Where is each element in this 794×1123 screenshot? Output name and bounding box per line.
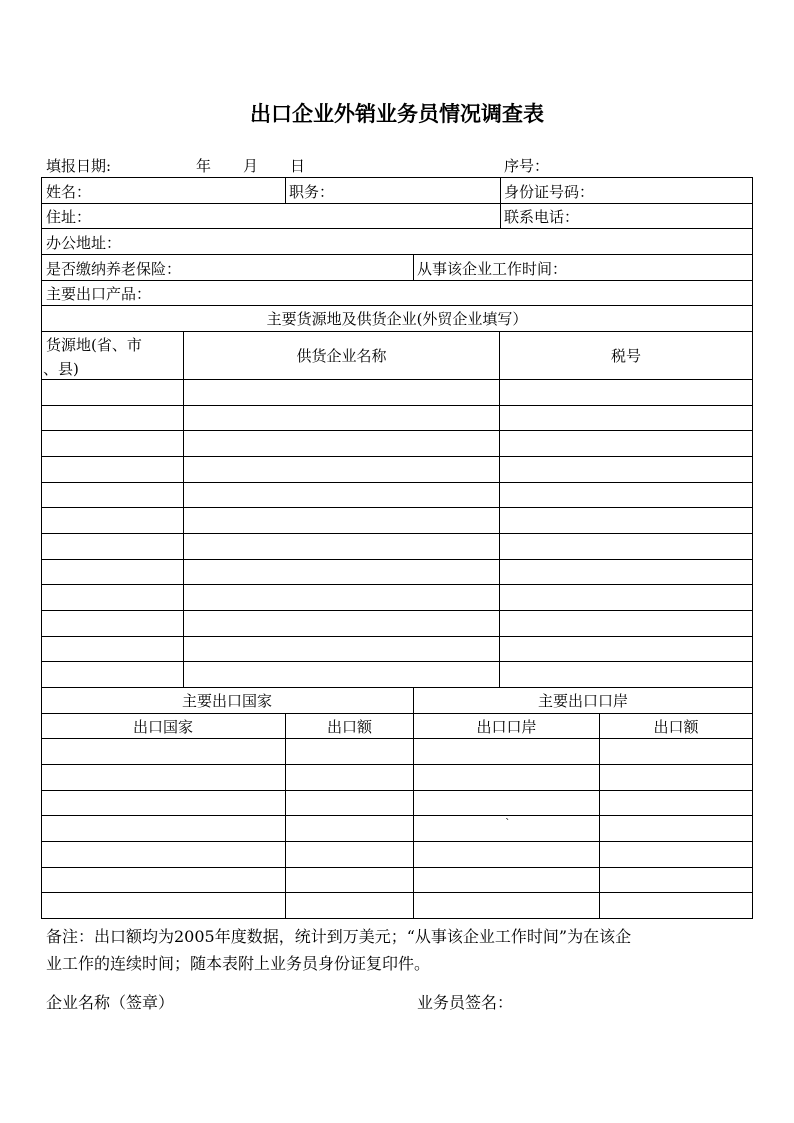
col-country-header: 出口国家 [132,718,193,736]
day-label: 日 [290,157,306,175]
position-label: 职务： [289,183,335,201]
col-port-header: 出口口岸 [476,718,537,736]
col-country-amount-header: 出口额 [326,718,372,736]
col-supplier-header: 供货企业名称 [296,347,387,365]
id-number-label: 身份证号码： [504,183,595,201]
stray-mark: ` [505,817,511,830]
col-origin-line1: 货源地(省、市 [46,336,142,354]
month-label: 月 [243,157,259,175]
notes-line2: 业工作的连续时间；随本表附上业务员身份证复印件。 [46,954,431,973]
ports-title: 主要出口口岸 [537,692,628,710]
year-label: 年 [196,157,212,175]
name-label: 姓名： [46,183,92,201]
pension-label: 是否缴纳养老保险： [46,260,182,278]
salesperson-signature-label: 业务员签名： [417,993,514,1012]
notes-line1: 备注：出口额均为2005年度数据，统计到万美元；“从事该企业工作时间”为在该企 [46,927,632,946]
col-port-amount-header: 出口额 [653,718,699,736]
office-address-label: 办公地址： [46,234,122,252]
phone-label: 联系电话： [504,208,580,226]
col-tax-header: 税号 [610,347,641,365]
col-origin-line2: 、县) [43,360,79,378]
countries-title: 主要出口国家 [181,692,272,710]
serial-label: 序号： [504,157,550,175]
work-time-label: 从事该企业工作时间： [417,260,568,278]
page-title: 出口企业外销业务员情况调查表 [250,101,544,126]
address-label: 住址： [46,208,92,226]
company-signature-label: 企业名称（签章） [46,993,175,1012]
date-label: 填报日期: [46,157,112,175]
main-products-label: 主要出口产品： [46,285,152,303]
supply-section-title: 主要货源地及供货企业(外贸企业填写） [266,310,528,328]
